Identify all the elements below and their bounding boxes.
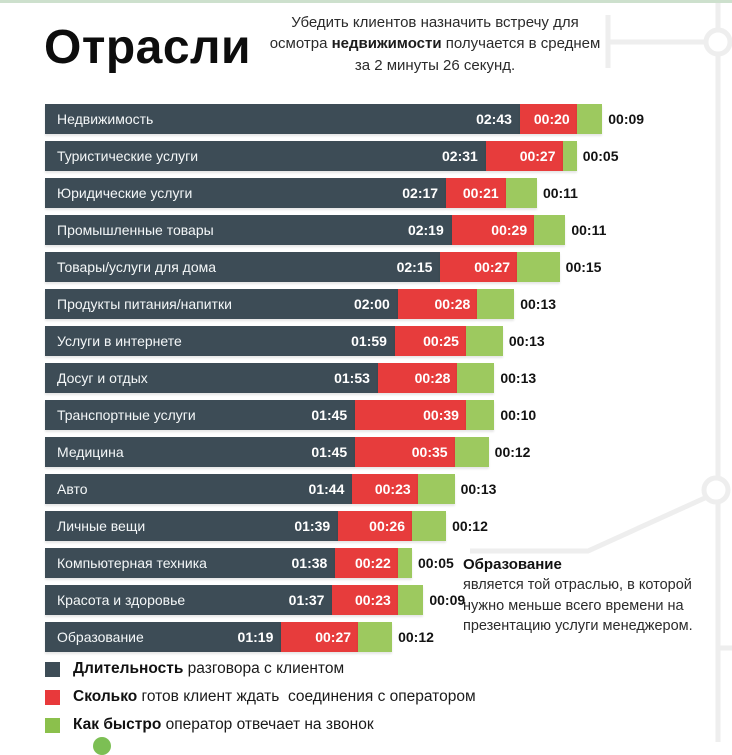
category-label: Авто — [57, 481, 88, 497]
duration-segment — [45, 474, 352, 504]
category-label: Медицина — [57, 444, 124, 460]
bar-row — [45, 363, 644, 393]
answer-value: 00:11 — [571, 222, 607, 238]
duration-segment — [45, 252, 440, 282]
legend-swatch — [45, 690, 60, 705]
answer-segment — [506, 178, 537, 208]
intro-part2: получается в среднем за 2 минуты 26 секунд. — [354, 35, 601, 74]
answer-segment — [358, 622, 392, 652]
answer-value: 00:13 — [500, 370, 537, 386]
answer-value: 00:13 — [508, 333, 545, 349]
duration-segment — [45, 215, 452, 245]
duration-segment — [45, 400, 355, 430]
answer-segment — [477, 289, 514, 319]
wait-value: 00:26 — [369, 518, 405, 534]
answer-segment — [466, 400, 494, 430]
duration-value: 02:31 — [442, 148, 478, 164]
wait-value: 00:29 — [491, 222, 528, 238]
category-label: Промышленные товары — [57, 222, 214, 238]
duration-value: 01:45 — [311, 444, 348, 460]
category-label: Туристические услуги — [57, 148, 199, 164]
answer-value: 00:12 — [452, 518, 488, 534]
answer-segment — [517, 252, 560, 282]
duration-segment — [45, 289, 398, 319]
intro-text — [268, 12, 602, 76]
duration-value: 02:15 — [396, 259, 433, 275]
wait-segment — [355, 400, 466, 430]
wait-value: 00:23 — [374, 481, 411, 497]
answer-segment — [398, 548, 412, 578]
wait-segment — [440, 252, 517, 282]
category-label: Транспортные услуги — [57, 407, 196, 423]
category-label: Юридические услуги — [57, 185, 193, 201]
legend-label-rest: оператор отвечает на звонок — [161, 716, 374, 733]
category-label: Компьютерная техника — [57, 555, 207, 571]
bottom-green-circle — [93, 737, 111, 755]
duration-value: 01:38 — [291, 555, 328, 571]
legend-label-bold: Длительность — [73, 660, 184, 677]
answer-segment — [577, 104, 603, 134]
legend-label — [73, 660, 344, 678]
answer-segment — [457, 363, 494, 393]
category-label: Образование — [57, 629, 144, 645]
wait-value: 00:27 — [474, 259, 511, 275]
duration-value: 02:43 — [476, 111, 512, 127]
duration-value: 02:17 — [402, 185, 439, 201]
duration-value: 01:45 — [311, 407, 348, 423]
duration-segment — [45, 363, 378, 393]
duration-value: 01:59 — [351, 333, 387, 349]
duration-value: 01:39 — [294, 518, 331, 534]
wait-value: 00:28 — [414, 370, 451, 386]
bar-row — [45, 289, 644, 319]
annotation-block — [463, 556, 711, 637]
duration-value: 01:44 — [308, 481, 345, 497]
duration-segment — [45, 511, 338, 541]
page-title: Отрасли — [44, 21, 252, 74]
legend-label-rest: разговора с клиентом — [183, 660, 345, 677]
bar-row — [45, 326, 644, 356]
wait-value: 00:25 — [423, 333, 459, 349]
annotation-body: является той отраслью, в которой нужно меньше всего времени на презентацию услуги менеджером. — [463, 577, 693, 635]
category-label: Личные вещи — [57, 518, 146, 534]
answer-value: 00:05 — [417, 555, 454, 571]
duration-value: 01:37 — [288, 592, 325, 608]
bar-row — [45, 400, 644, 430]
wait-segment — [281, 622, 358, 652]
wait-segment — [520, 104, 577, 134]
decoration-circle-middle — [704, 478, 728, 502]
answer-segment — [534, 215, 565, 245]
answer-value: 00:13 — [520, 296, 557, 312]
answer-segment — [412, 511, 446, 541]
bar-row — [45, 474, 644, 504]
answer-value: 00:12 — [398, 629, 434, 645]
wait-segment — [446, 178, 506, 208]
duration-value: 02:00 — [353, 296, 390, 312]
legend — [45, 655, 476, 739]
legend-item — [45, 711, 476, 739]
bar-row — [45, 141, 644, 171]
wait-segment — [452, 215, 534, 245]
wait-value: 00:27 — [519, 148, 556, 164]
legend-label — [73, 688, 476, 706]
wait-value: 00:21 — [462, 185, 499, 201]
wait-value: 00:23 — [354, 592, 391, 608]
category-label: Услуги в интернете — [57, 333, 182, 349]
bar-row — [45, 511, 644, 541]
legend-label-rest: готов клиент ждать соединения с оператором — [137, 688, 476, 705]
wait-value: 00:20 — [533, 111, 570, 127]
duration-value: 01:53 — [334, 370, 370, 386]
wait-segment — [352, 474, 417, 504]
bar-row — [45, 178, 644, 208]
wait-value: 00:22 — [354, 555, 391, 571]
wait-value: 00:39 — [423, 407, 459, 423]
category-label: Недвижимость — [57, 111, 154, 127]
duration-segment — [45, 326, 395, 356]
bar-row — [45, 252, 644, 282]
legend-item — [45, 683, 476, 711]
duration-segment — [45, 622, 281, 652]
answer-value: 00:12 — [494, 444, 531, 460]
decoration-circle-top — [706, 30, 730, 54]
legend-swatch — [45, 718, 60, 733]
duration-segment — [45, 548, 335, 578]
wait-value: 00:35 — [411, 444, 448, 460]
bar-row — [45, 215, 644, 245]
wait-value: 00:27 — [315, 629, 352, 645]
legend-label-bold: Сколько — [73, 688, 138, 705]
category-label: Красота и здоровье — [57, 592, 186, 608]
duration-segment — [45, 104, 520, 134]
answer-value: 00:15 — [565, 259, 602, 275]
wait-segment — [332, 585, 397, 615]
duration-value: 02:19 — [407, 222, 444, 238]
bar-row — [45, 104, 644, 134]
wait-segment — [398, 289, 478, 319]
answer-value: 00:09 — [608, 111, 645, 127]
duration-segment — [45, 585, 332, 615]
legend-label-bold: Как быстро — [73, 716, 162, 733]
answer-segment — [418, 474, 455, 504]
category-label: Товары/услуги для дома — [57, 259, 217, 275]
annotation-title: Образование — [463, 556, 562, 573]
wait-segment — [486, 141, 563, 171]
answer-segment — [466, 326, 503, 356]
answer-segment — [563, 141, 577, 171]
intro-bold: недвижимости — [331, 35, 442, 53]
duration-segment — [45, 178, 446, 208]
answer-segment — [398, 585, 424, 615]
answer-value: 00:05 — [582, 148, 619, 164]
category-label: Досуг и отдых — [57, 370, 148, 386]
wait-value: 00:28 — [434, 296, 471, 312]
legend-item — [45, 655, 476, 683]
legend-label — [73, 716, 374, 734]
answer-value: 00:09 — [429, 592, 466, 608]
bar-row — [45, 437, 644, 467]
wait-segment — [338, 511, 412, 541]
wait-segment — [355, 437, 454, 467]
wait-segment — [378, 363, 458, 393]
duration-segment — [45, 437, 355, 467]
wait-segment — [335, 548, 397, 578]
legend-swatch — [45, 662, 60, 677]
intro-part1: Убедить клиентов назначить встречу для осмотра — [269, 14, 579, 53]
duration-segment — [45, 141, 486, 171]
answer-segment — [455, 437, 489, 467]
category-label: Продукты питания/напитки — [57, 296, 232, 312]
answer-value: 00:10 — [500, 407, 537, 423]
wait-segment — [395, 326, 466, 356]
duration-value: 01:19 — [237, 629, 274, 645]
answer-value: 00:13 — [460, 481, 497, 497]
answer-value: 00:11 — [542, 185, 578, 201]
